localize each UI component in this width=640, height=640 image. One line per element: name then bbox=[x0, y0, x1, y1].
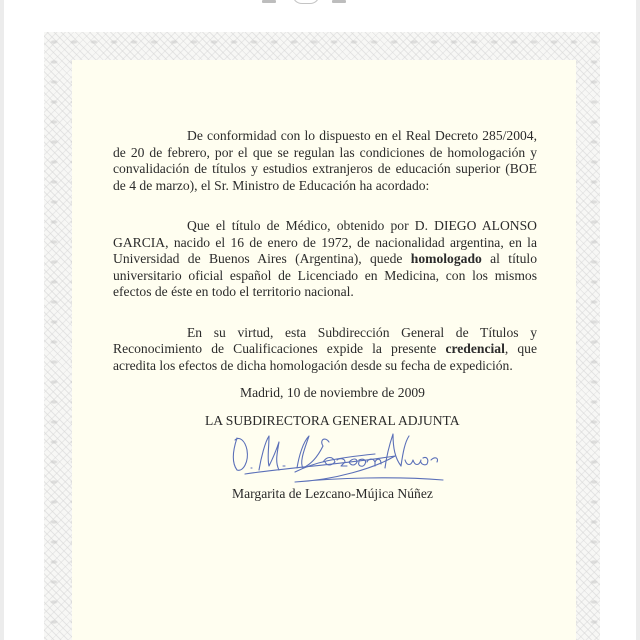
paragraph-credential-text-2: , que acredita los efectos de dicha homologación desde su fecha de expedición. bbox=[113, 341, 537, 373]
paragraph-resolution-intro: De conformidad con lo dispuesto en el Real Decreto 285/2004, de 20 de febrero, por el que se regulan las condiciones de homologación y convalidación de títulos y estudios extranjeros de educación superior (BOE de 4 de marzo), el Sr. Ministro de Educación ha acordado: bbox=[113, 128, 537, 193]
page-edge-right bbox=[636, 0, 640, 640]
paragraph-credential bbox=[113, 325, 537, 375]
signer-name: Margarita de Lezcano-Mújica Núñez bbox=[232, 486, 433, 501]
paragraph-credential-text-1: En su virtud, esta Subdirección General de Títulos y Reconocimiento de Cualificaciones expide la presente bbox=[113, 324, 537, 356]
document-body bbox=[113, 128, 537, 398]
homologado-bold: homologado bbox=[410, 251, 482, 266]
paragraph-homologation bbox=[113, 218, 537, 301]
credencial-bold: credencial bbox=[445, 341, 505, 356]
page-edge-left bbox=[0, 0, 4, 640]
handwritten-signature bbox=[225, 428, 445, 488]
paragraph-homologation-text-2: al título universitario oficial español de Licenciado en Medicina, con los mismos efectos de éste en todo el territorio nacional. bbox=[113, 251, 537, 299]
paragraph-homologation-text-1: Que el título de Médico, obtenido por D. DIEGO ALONSO GARCIA, nacido el 16 de enero de 1972, de nacionalidad argentina, en la Universidad de Buenos Aires (Argentina), quede bbox=[113, 218, 537, 266]
place-date-line: Madrid, 10 de noviembre de 2009 bbox=[240, 385, 425, 400]
signatory-role: LA SUBDIRECTORA GENERAL ADJUNTA bbox=[205, 413, 460, 428]
coat-of-arms-emblem bbox=[262, 0, 344, 4]
